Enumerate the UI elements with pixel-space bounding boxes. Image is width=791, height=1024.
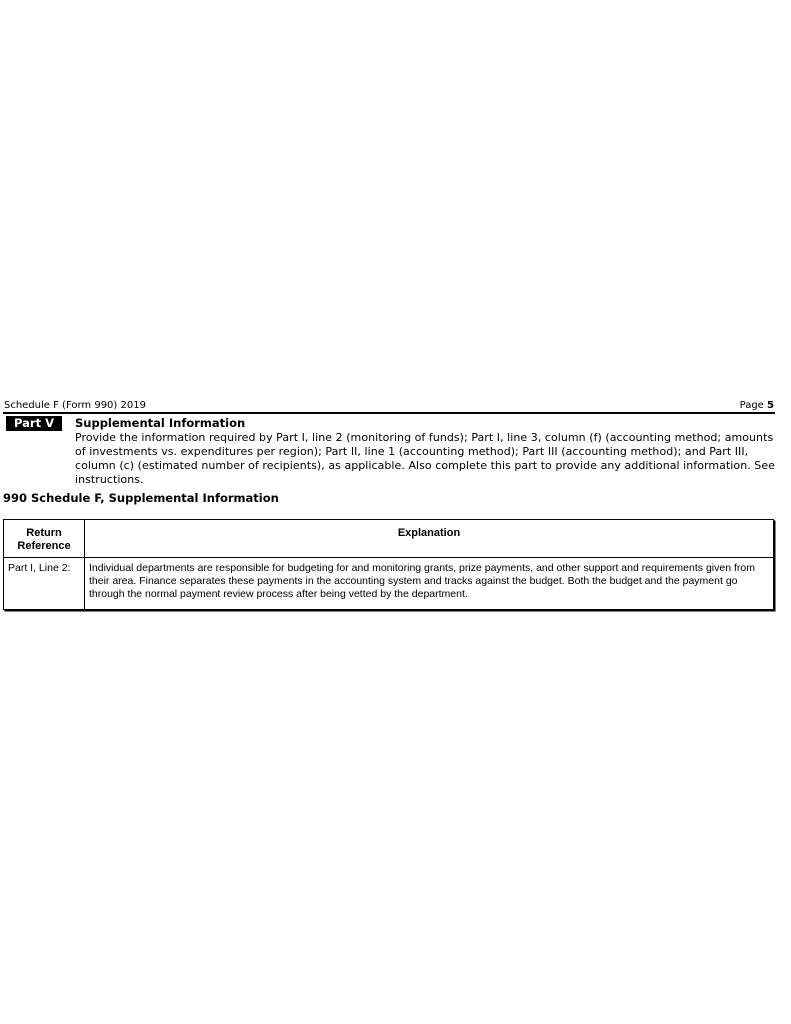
explanation-cell: Individual departments are responsible for budgeting for and monitoring grants, prize payments, and other support and requirements given from their area. Finance separates these payments in the accounting system and tracks against the budget. Both the budget and the payment go through the normal payment review process after being vetted by the department. <box>85 558 774 610</box>
page-header <box>3 398 775 414</box>
table-row <box>4 558 774 610</box>
form-page <box>3 398 775 610</box>
column-header-line: Return <box>26 527 62 539</box>
part-section <box>3 416 775 487</box>
table-header-row <box>4 520 774 558</box>
part-title: Supplemental Information <box>75 416 246 430</box>
part-description: Provide the information required by Part I, line 2 (monitoring of funds); Part I, line 3, column (f) (accounting method; amounts of investments vs. expenditures per region); Part II, line 1 (accounting method); Part III (accounting method); and Part III, column (c) (estimated number of recipients), as applicable. Also complete this part to provide any additional information. See instructions. <box>75 431 775 486</box>
column-header-explanation: Explanation <box>85 520 774 558</box>
page-number-label <box>740 400 774 412</box>
column-header-line: Reference <box>17 540 71 552</box>
page-number: 5 <box>767 400 774 411</box>
return-reference-cell: Part I, Line 2: <box>4 558 85 610</box>
column-header-return-reference <box>4 520 85 558</box>
part-badge: Part V <box>6 416 62 431</box>
form-name: Schedule F (Form 990) 2019 <box>4 400 146 411</box>
section-heading: 990 Schedule F, Supplemental Information <box>3 491 279 505</box>
part-body <box>75 416 775 487</box>
supplemental-table <box>3 519 774 610</box>
page-label: Page <box>739 400 764 411</box>
